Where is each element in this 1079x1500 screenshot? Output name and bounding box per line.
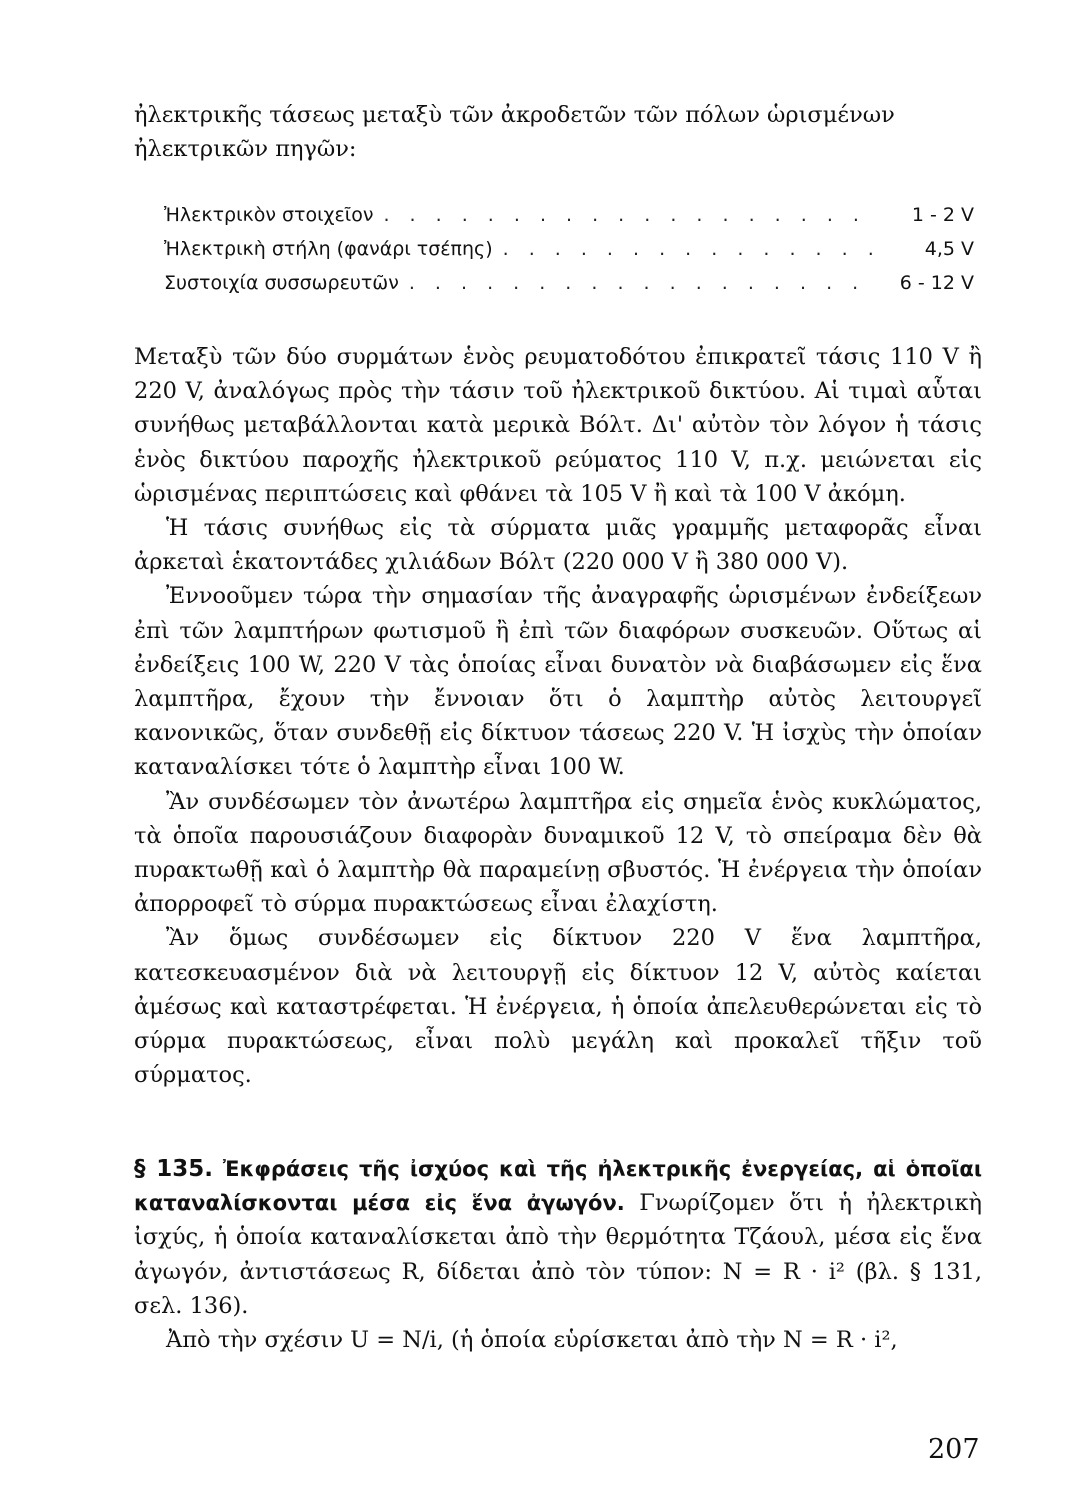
paragraph: Ἐννοοῦμεν τώρα τὴν σημασίαν τῆς ἀναγραφῆς ὡρισμένων ἐνδείξεων ἐπὶ τῶν λαμπτήρων φωτισμοῦ ἢ ἐπὶ τῶν διαφόρων συσκευῶν. Οὕτως αἱ ἐνδείξεις 100 W, 220 V τὰς ὁποίας εἶναι δυνατὸν νὰ διαβάσωμεν εἰς ἕνα λαμπτῆρα, ἔχουν τὴν ἔννοιαν ὅτι ὁ λαμπτὴρ αὐτὸς λειτουργεῖ κανονικῶς, ὅταν συνδεθῇ εἰς δίκτυον τάσεως 220 V. Ἡ ἰσχὺς τὴν ὁποίαν καταναλίσκει τότε ὁ λαμπτὴρ εἶναι 100 W. (134, 583, 982, 781)
voltage-row (164, 204, 974, 238)
section-text: Γνωρίζομεν ὅτι ἡ ἠλεκτρικὴ ἰσχύς, ἡ ὁποία καταναλίσκεται ἀπὸ τὴν θερμότητα Τζάουλ, μέσα εἰς ἕνα ἀγωγόν, ἀντιστάσεως R, δίδεται ἀπὸ τὸν τύπον: N = R · i² (βλ. § 131, σελ. 136). (134, 1190, 982, 1319)
paragraph: Ἂν ὅμως συνδέσωμεν εἰς δίκτυον 220 V ἕνα λαμπτῆρα, κατεσκευασμένον διὰ νὰ λειτουργῇ εἰς δίκτυον 12 V, αὐτὸς καίεται ἀμέσως καὶ καταστρέφεται. Ἡ ἐνέργεια, ἡ ὁποία ἀπελευθερώνεται εἰς τὸ σύρμα πυρακτώσεως, εἶναι πολὺ μεγάλη καὶ προκαλεῖ τῆξιν τοῦ σύρματος. (134, 925, 982, 1089)
section-title: Ἐκφράσεις τῆς ἰσχύος καὶ τῆς ἠλεκτρικῆς ἐνεργείας, αἱ ὁποῖαι καταναλίσκονται μέσα εἰς ἕνα ἀγωγόν. (134, 1157, 982, 1216)
section-135 (134, 1152, 982, 1357)
voltage-value: 6 - 12 V (899, 272, 974, 294)
section-paragraph (134, 1152, 982, 1323)
paragraph: Ἂν συνδέσωμεν τὸν ἀνωτέρω λαμπτῆρα εἰς σημεῖα ἑνὸς κυκλώματος, τὰ ὁποῖα παρουσιάζουν διαφορὰν δυναμικοῦ 12 V, τὸ σπείραμα δὲν θὰ πυρακτωθῇ καὶ ὁ λαμπτὴρ θὰ παραμείνῃ σβυστός. Ἡ ἐνέργεια τὴν ὁποίαν ἀπορροφεῖ τὸ σύρμα πυρακτώσεως εἶναι ἐλαχίστη. (134, 788, 982, 918)
voltage-value: 4,5 V (924, 238, 974, 260)
voltage-row (164, 272, 974, 306)
voltage-source-label: Συστοιχία συσσωρευτῶν (164, 272, 399, 294)
paragraph: Μεταξὺ τῶν δύο συρμάτων ἑνὸς ρευματοδότου ἐπικρατεῖ τάσις 110 V ἢ 220 V, ἀναλόγως πρὸς τὴν τάσιν τοῦ ἠλεκτρικοῦ δικτύου. Αἱ τιμαὶ αὗται συνήθως μεταβάλλονται κατὰ μερικὰ Βόλτ. Δι' αὐτὸν τὸν λόγον ἡ τάσις ἑνὸς δικτύου παροχῆς ἠλεκτρικοῦ ρεύματος 110 V, π.χ. μειώνεται εἰς ὡρισμένας περιπτώσεις καὶ φθάνει τὰ 105 V ἢ καὶ τὰ 100 V ἀκόμη. (134, 344, 982, 507)
dot-leader (503, 238, 880, 260)
intro-text: ἠλεκτρικῆς τάσεως μεταξὺ τῶν ἀκροδετῶν τῶν πόλων ὡρισμένων ἠλεκτρικῶν πηγῶν: (134, 102, 895, 162)
voltage-source-label: Ἠλεκτρικὴ στήλη (φανάρι τσέπης) (164, 238, 493, 260)
voltage-table (164, 204, 974, 306)
dot-leader (409, 272, 880, 294)
voltage-value: 1 - 2 V (911, 204, 974, 226)
paragraph: Ἡ τάσις συνήθως εἰς τὰ σύρματα μιᾶς γραμμῆς μεταφορᾶς εἶναι ἀρκεταὶ ἑκατοντάδες χιλιάδων Βόλτ (220 000 V ἢ 380 000 V). (134, 515, 982, 576)
body-text (134, 340, 982, 1092)
dot-leader (383, 204, 880, 226)
voltage-source-label: Ἠλεκτρικὸν στοιχεῖον (164, 204, 374, 226)
page-number: 207 (928, 1434, 980, 1465)
voltage-row (164, 238, 974, 272)
section-number: § 135. (134, 1156, 213, 1182)
section-paragraph: Ἀπὸ τὴν σχέσιν U = N/i, (ἡ ὁποία εὑρίσκεται ἀπὸ τὴν N = R · i², (166, 1327, 898, 1354)
